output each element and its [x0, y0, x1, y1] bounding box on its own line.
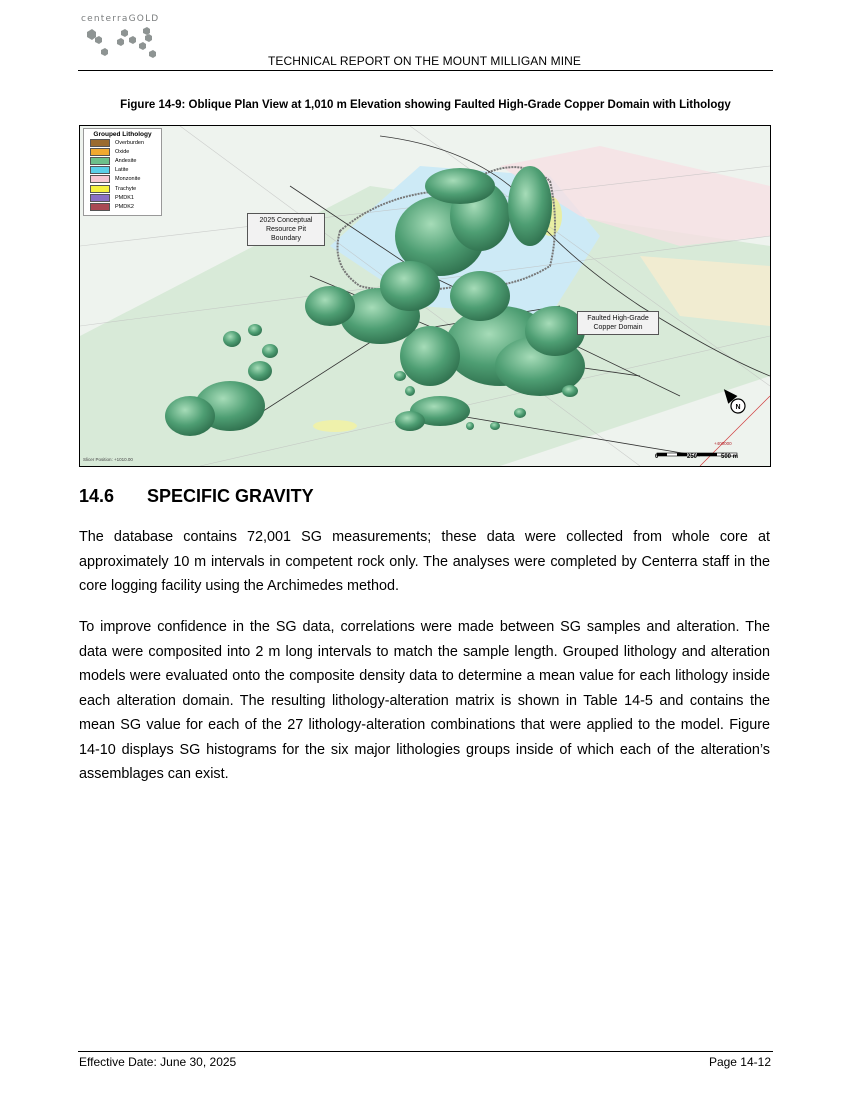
slicer-position-label: Slicer Position: +1010.00	[83, 457, 133, 462]
section-number: 14.6	[79, 486, 115, 506]
legend-label: Trachyte	[115, 185, 137, 192]
legend-swatch	[90, 203, 110, 211]
geology-model-image	[80, 126, 770, 466]
legend-label: PMDK2	[115, 203, 134, 210]
pit-boundary-callout: 2025 Conceptual Resource Pit Boundary	[247, 213, 325, 246]
legend-item-overburden	[90, 138, 161, 147]
copper-domain-callout: Faulted High-Grade Copper Domain	[577, 311, 659, 335]
figure-caption: Figure 14-9: Oblique Plan View at 1,010 m Elevation showing Faulted High-Grade Copper Domain with Lithology	[120, 99, 731, 111]
legend-label: Andesite	[115, 157, 137, 164]
oblique-plan-view-figure	[79, 125, 771, 467]
legend-swatch	[90, 185, 110, 193]
legend-item-latite	[90, 166, 161, 175]
scale-label-mid: 250	[687, 454, 698, 460]
legend-swatch	[90, 194, 110, 202]
legend-item-pmdk2	[90, 202, 161, 211]
legend-label: Monzonite	[115, 176, 141, 183]
legend-item-andesite	[90, 156, 161, 165]
legend-swatch	[90, 139, 110, 147]
coordinate-label: +400000	[714, 441, 732, 446]
legend-label: PMDK1	[115, 194, 134, 201]
logo-text: centerraGOLD	[81, 14, 160, 24]
legend-label: Overburden	[115, 139, 145, 146]
section-heading	[79, 486, 314, 507]
section-title: SPECIFIC GRAVITY	[147, 486, 314, 506]
scale-label-end: 500 m	[721, 454, 739, 460]
legend-item-monzonite	[90, 175, 161, 184]
legend-swatch	[90, 175, 110, 183]
north-arrow-label: N	[735, 404, 741, 411]
legend-title: Grouped Lithology	[93, 131, 152, 138]
footer-divider	[78, 1051, 773, 1052]
legend-label: Oxide	[115, 148, 130, 155]
legend-swatch	[90, 148, 110, 156]
legend-swatch	[90, 166, 110, 174]
header-divider	[78, 70, 773, 71]
body-paragraph: To improve confidence in the SG data, correlations were made between SG samples and alteration. The data were composited into 2 m long intervals to match the sample length. Grouped lithology and alteration models were evaluated onto the composite density data to determine a mean value for each lithology inside each alteration domain. The resulting lithology-alteration matrix is shown in Table 14-5 and contains the mean SG value for each of the 27 lithology-alteration combinations that were applied to the model. Figure 14-10 displays SG histograms for the six major lithologies groups inside of which each of the alteration’s assemblages can exist.	[79, 619, 770, 782]
report-header-title: TECHNICAL REPORT ON THE MOUNT MILLIGAN MINE	[267, 54, 581, 68]
legend-swatch	[90, 157, 110, 165]
page-number: Page 14-12	[708, 1055, 771, 1069]
legend-item-oxide	[90, 147, 161, 156]
scale-bar	[655, 447, 747, 463]
lithology-legend	[83, 128, 162, 216]
body-paragraph: The database contains 72,001 SG measurements; these data were collected from whole core at approximately 10 m intervals in competent rock only. The analyses were completed by Centerra staff in the core logging facility using the Archimedes method.	[79, 529, 770, 594]
legend-item-pmdk1	[90, 193, 161, 202]
effective-date: Effective Date: June 30, 2025	[79, 1055, 237, 1069]
legend-label: Latite	[115, 167, 129, 174]
legend-item-trachyte	[90, 184, 161, 193]
scale-label-zero: 0	[655, 454, 659, 460]
